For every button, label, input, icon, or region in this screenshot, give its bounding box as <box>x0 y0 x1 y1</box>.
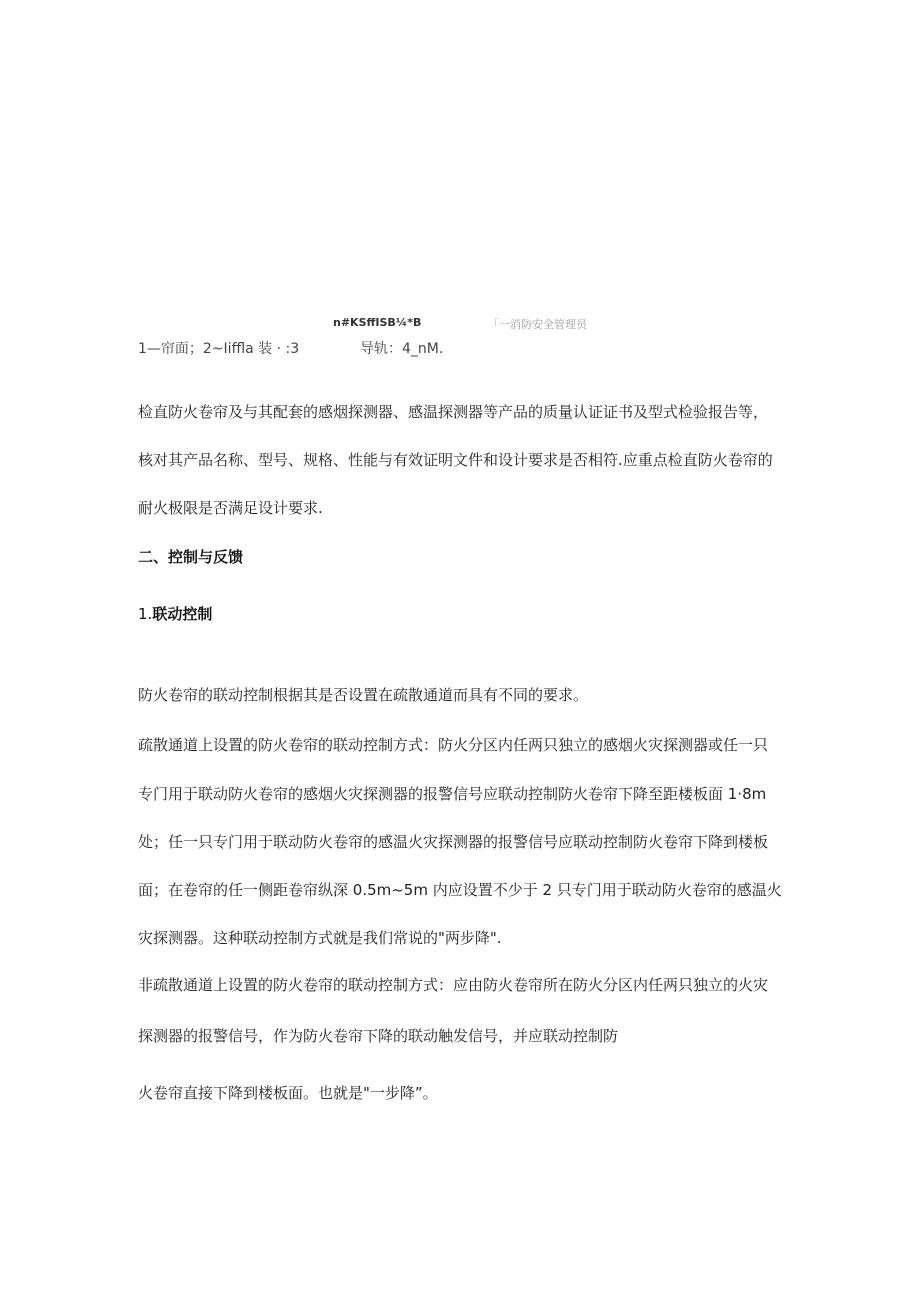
figure-caption-item2: 导轨：4_nM. <box>360 341 444 357</box>
final-line: 火卷帘直接下降到楼板面。也就是"一步降”。 <box>138 1084 438 1102</box>
intro-line-3: 耐火极限是否满足设计要求. <box>138 499 323 517</box>
body-intro: 防火卷帘的联动控制根据其是否设置在疏散通道而具有不同的要求。 <box>138 686 589 704</box>
subsection-number: 1. <box>138 605 153 623</box>
evac-line-3: 处；任一只专门用于联动防火卷帘的感温火灾探测器的报警信号应联动控制防火卷帘下降到楼板 <box>138 833 769 851</box>
nonevac-line-1: 非疏散通道上设置的防火卷帘的联动控制方式：应由防火卷帘所在防火分区内任两只独立的火灾 <box>138 976 769 994</box>
evac-line-5: 灾探测器。这种联动控制方式就是我们常说的"两步降". <box>138 929 502 947</box>
figure-caption-item1: 1—帘面；2~Iiffla 装 · :3 <box>138 341 300 357</box>
section-heading: 二、控制与反馈 <box>138 548 244 566</box>
intro-line-1: 检直防火卷帘及与其配套的感烟探测器、感温探测器等产品的质量认证证书及型式检验报告等， <box>138 403 769 421</box>
nonevac-line-2: 探测器的报警信号，作为防火卷帘下降的联动触发信号，并应联动控制防 <box>138 1027 619 1045</box>
evac-line-2: 专门用于联动防火卷帘的感烟火灾探测器的报警信号应联动控制防火卷帘下降至距楼板面 1·8m <box>138 785 767 803</box>
figure-caption-watermark: 「一消防安全管理员 <box>488 318 587 331</box>
intro-line-2: 核对其产品名称、型号、规格、性能与有效证明文件和设计要求是否相符.应重点检直防火卷帘的 <box>138 451 773 469</box>
subsection-heading <box>138 603 212 624</box>
subsection-title: 联动控制 <box>152 605 213 623</box>
figure-caption-title: n#KSffISB¼*B <box>333 316 422 329</box>
evac-line-1: 疏散通道上设置的防火卷帘的联动控制方式：防火分区内任两只独立的感烟火灾探测器或任一只 <box>138 736 769 754</box>
evac-line-4: 面；在卷帘的任一侧距卷帘纵深 0.5m~5m 内应设置不少于 2 只专门用于联动防火卷帘的感温火 <box>138 881 782 899</box>
